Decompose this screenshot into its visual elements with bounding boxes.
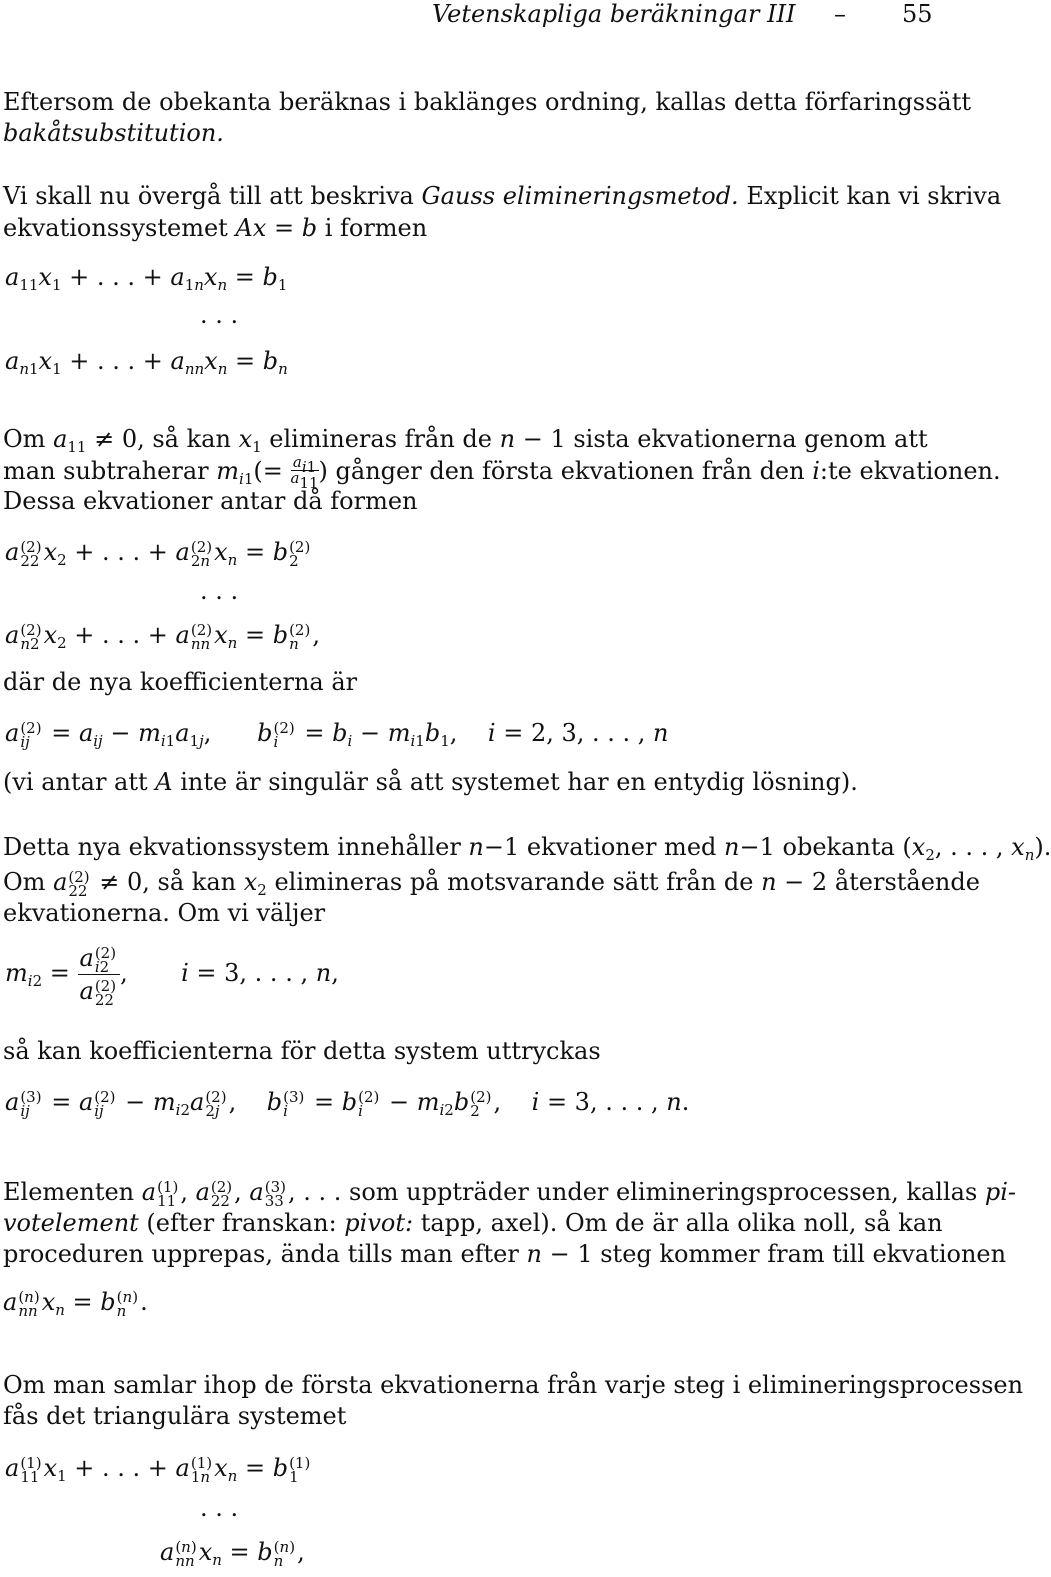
paragraph-pivot-line3: proceduren upprepas, ända tills man efter n − 1 steg kommer fram till ekvationen (3, 1240, 1007, 1268)
paragraph-triangular-line1: Om man samlar ihop de första ekvationerna från varje steg i elimineringsprocessen (3, 1371, 1024, 1399)
paragraph-pivot-line2: votelement (efter franskan: pivot: tapp, axel). Om de är alla olika noll, så kan (3, 1209, 943, 1237)
paragraph-gauss-line2: ekvationssystemet Ax = b i formen (3, 214, 428, 242)
paragraph-reduced-line1: Detta nya ekvationssystem innehåller n−1 ekvationer med n−1 obekanta ($x_2$, . . . , $x_n$). (3, 833, 1051, 864)
formula-new-coeffs: a (2) ij = $a_{ij} - m_{i1}a_{1j}$, b (2) i = $b_i - m_{i1}b_1$, i = 2, 3, . . . , n (5, 719, 669, 751)
equation-system2-first: a (2) 22 $x_2$ + . . . + a (2) 2n $x_n = b$ (2) 2 (5, 538, 311, 570)
paragraph-reduced-line3: ekvationerna. Om vi väljer (3, 899, 326, 927)
equation-ellipsis-2: . . . (200, 577, 239, 605)
triangular-system-first: a (1) 11 $x_1$ + . . . + a (1) 1n $x_n = b$ (1) 1 (5, 1454, 311, 1486)
paragraph-eliminate-line2: man subtraherar $m_{i1}(=$ $\frac{a_{i1}}{a_{11}}$ ) gånger den första ekvationen från den i:te ekvationen. (3, 453, 1001, 492)
paragraph-reduced-line2: Om a (2) 22 ≠ 0, så kan $x_2$ elimineras på motsvarande sätt från de n − 2 återstående (3, 868, 980, 900)
paragraph-gauss-line1: Vi skall nu övergå till att beskriva Gauss elimineringsmetod. Explicit kan vi skriva (3, 182, 1002, 210)
equation-system-last: $a_{n1}x_1$ + . . . + $a_{nn}x_n = b_n$ (5, 347, 288, 378)
formula-final-equation: a (n) nn $x_n = b$ (n) n . (3, 1288, 148, 1320)
paragraph-eliminate-line1: Om $a_{11} \ne 0$, så kan $x_1$ elimineras från de n − 1 sista ekvationerna genom att (3, 425, 928, 456)
paragraph-new-coeffs: där de nya koefficienterna är (3, 668, 358, 696)
fraction-ai1-a11: $\frac{a_{i1}}{a_{11}}$ (290, 453, 319, 492)
paragraph-nonsingular: (vi antar att A inte är singulär så att systemet har en entydig lösning). (3, 768, 858, 796)
term-backsub: bakåtsubstitution. (3, 119, 224, 147)
running-header-title: Vetenskapliga beräkningar III (432, 0, 796, 28)
running-header-dash: – (834, 0, 846, 28)
equation-ellipsis: . . . (200, 301, 239, 329)
triangular-system-last: a (n) nn $x_n = b$ (n) n , (160, 1538, 305, 1570)
paragraph-expressed: så kan koefficienterna för detta system uttryckas (3, 1037, 601, 1065)
fraction-mi2: a (2) i2 a (2) 22 (78, 942, 121, 1007)
paragraph-eliminate-line3: Dessa ekvationer antar då formen (3, 487, 418, 515)
paragraph-pivot-line1: Elementen a (1) 11 , a (2) 22 , a (3) 33 , . . . som uppträder under elimineringsprocessen, kallas pi- (3, 1178, 1017, 1210)
equation-system2-last: a (2) n2 $x_2$ + . . . + a (2) nn $x_n = b$ (2) n , (5, 621, 320, 653)
triangular-ellipsis: . . . (200, 1494, 239, 1522)
page-number: 55 (902, 0, 933, 28)
equation-system-first: $a_{11}x_1$ + . . . + $a_{1n}x_n = b_1$ (5, 263, 288, 294)
formula-mi2: $m_{i2}$ = a (2) i2 a (2) 22 , i = 3, . . . , n, (5, 944, 339, 1009)
formula-third-coeffs: a (3) ij = a (2) ij − $m_{i2}a$ (2) 2j , b (3) i = b (2) i − $m_{i2}b$ (2) 2 , i = 3, . . . , n. (5, 1088, 690, 1120)
paragraph-backsub: Eftersom de obekanta beräknas i baklänges ordning, kallas detta förfaringssätt (3, 88, 971, 116)
paragraph-triangular-line2: fås det triangulära systemet (3, 1402, 347, 1430)
